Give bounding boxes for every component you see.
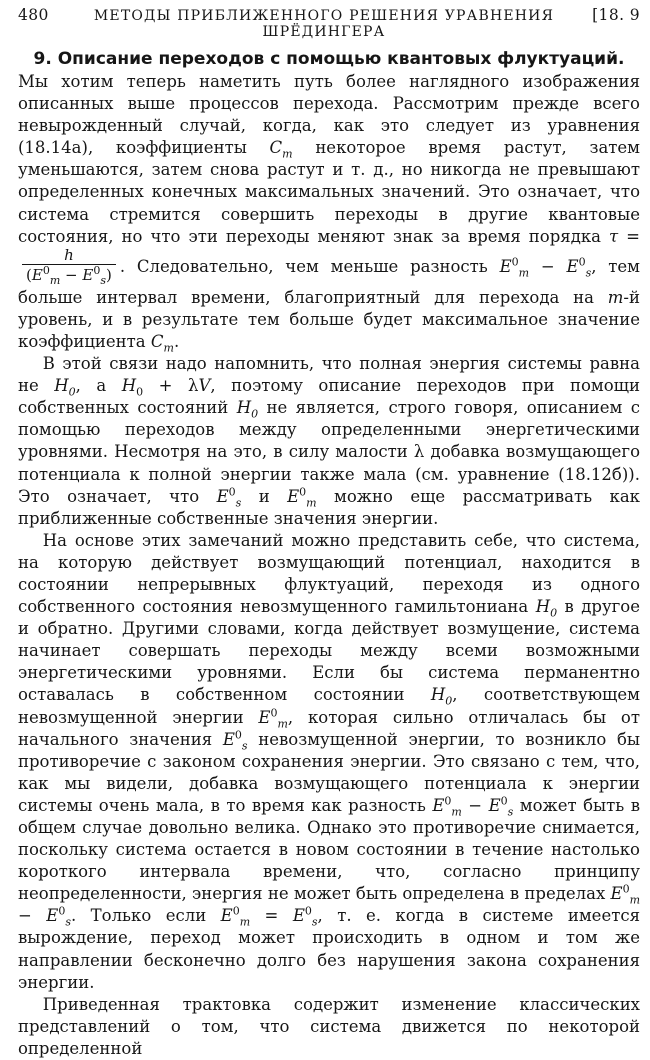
p3-text-d: , которая сильно отличалась бы от начального значения: [18, 707, 640, 749]
page: [18, 6, 640, 1060]
math-m: m: [607, 287, 624, 307]
p1-text-a: Мы хотим теперь наметить путь более наглядного изображения описанных выше процессов перехода. Рассмотрим прежде всего невырожденный случай, когда, как это следует из уравнения (18.14а), коэффициенты: [18, 72, 640, 158]
running-title: МЕТОДЫ ПРИБЛИЖЕННОГО РЕШЕНИЯ УРАВНЕНИЯ ШРЁДИНГЕРА: [93, 8, 555, 40]
math-C: $C_m$: [269, 138, 293, 161]
math-Em: $E^0_m$: [258, 706, 288, 730]
section-title: 9. Описание переходов с помощью квантовых флуктуаций.: [33, 49, 625, 69]
section-reference: [18. 9: [592, 6, 640, 24]
paragraph-4: [18, 994, 640, 1060]
p2-text-d: не является, строго говоря, описанием с помощью переходов между определенными энергетическими уровнями. Несмотря на это, в силу малости λ добавка возмущающего потенциала к полной энергии также мала (см. уравнение (18.12б)). Это означает, что: [18, 398, 641, 506]
math-Em-Es: $E^0_m - E^0_s$: [432, 794, 514, 819]
p3-text-c: , соответствующем невозмущенной энергии: [18, 685, 640, 727]
p1-text-e: -й уровень, и в результате тем больше будет максимальное значение коэффициента: [18, 287, 640, 351]
p1-text-b: некоторое время растут, затем уменьшаются, затем снова растут и т. д., но никогда не превышают определенных конечных максимальных значений. Это означает, что система стремится совершить переходы в другие квантовые состояния, но что эти переходы меняют знак за время порядка: [18, 138, 641, 246]
math-Em-Es: $E^0_m - E^0_s$: [18, 882, 640, 929]
math-Em-eq-Es: $E^0_m = E^0_s$: [220, 904, 318, 929]
p3-text-g: . Только если: [70, 906, 207, 926]
math-Em: $E^0_m$: [287, 485, 317, 509]
p1-text-c: . Следовательно, чем меньше разность: [119, 256, 488, 276]
p2-text-f: можно еще рассматривать как приближенные собственные значения энергии.: [18, 486, 640, 528]
paragraph-3: [18, 530, 640, 994]
p2-text-e: и: [258, 486, 270, 506]
math-H0: $H_0$: [236, 398, 259, 421]
math-H0-lambda-V: $H_0 + \lambda V$: [121, 376, 211, 399]
p2-text-b: , а: [75, 376, 107, 396]
p1-text-d: , тем больше интервал времени, благоприятный для перехода на: [18, 256, 640, 307]
math-Es: $E^0_s$: [216, 485, 242, 509]
math-Es: $E^0_s$: [222, 728, 248, 752]
math-tau: τ = $\frac{h}{(E^0_m - E^0_s)}$: [18, 227, 640, 276]
running-head: [18, 6, 640, 40]
paragraph-1: [18, 71, 640, 353]
p3-text-b: в другое и обратно. Другими словами, когда действует возмущение, система начинает совершать переходы между всеми возможными энергетическими уровнями. Если бы система перманентно оставалась в собственном состоянии: [18, 597, 641, 705]
page-number: 480: [18, 6, 49, 24]
p3-text-f: может быть в общем случае довольно велика. Однако это противоречие снимается, поскольку система остается в новом состоянии в течение настолько короткого интервала времени, что, согласно принципу неопределенности, энергия не может быть определена в пределах: [18, 795, 641, 904]
p1-text-f: .: [173, 331, 180, 351]
math-H0: $H_0$: [54, 376, 76, 399]
math-Em-Es: $E^0_m - E^0_s$: [499, 255, 592, 280]
p3-text-a: На основе этих замечаний можно представить себе, что система, на которую действует возмущающий потенциал, находится в состоянии непрерывных флуктуаций, переходя из одного собственного состояния невозмущенного гамильтониана: [18, 530, 640, 617]
paragraph-2: [18, 353, 640, 530]
p3-text-e: невозмущенной энергии, то возникло бы противоречие с законом сохранения энергии. Это связано с тем, что, как мы видели, добавка возмущающего потенциала к энергии системы очень мала, в то время как разность: [18, 729, 641, 815]
p3-text-h: , т. е. когда в системе имеется вырождение, переход может происходить в одном и том же направлении бесконечно долго без нарушения закона сохранения энергии.: [18, 906, 640, 992]
math-C: $C_m$: [150, 331, 174, 355]
p2-text-c: , поэтому описание переходов при помощи собственных состояний: [18, 376, 641, 418]
math-H0: $H_0$: [430, 685, 453, 708]
p2-text-a: В этой связи надо напомнить, что полная энергия системы равна не: [18, 354, 640, 396]
tau-fraction: $\frac{h}{(E^0_m - E^0_s)}$: [22, 246, 116, 285]
p4-text-a: Приведенная трактовка содержит изменение классических представлений о том, что система движется по некоторой определенной: [18, 994, 640, 1058]
math-H0: $H_0$: [535, 597, 558, 620]
